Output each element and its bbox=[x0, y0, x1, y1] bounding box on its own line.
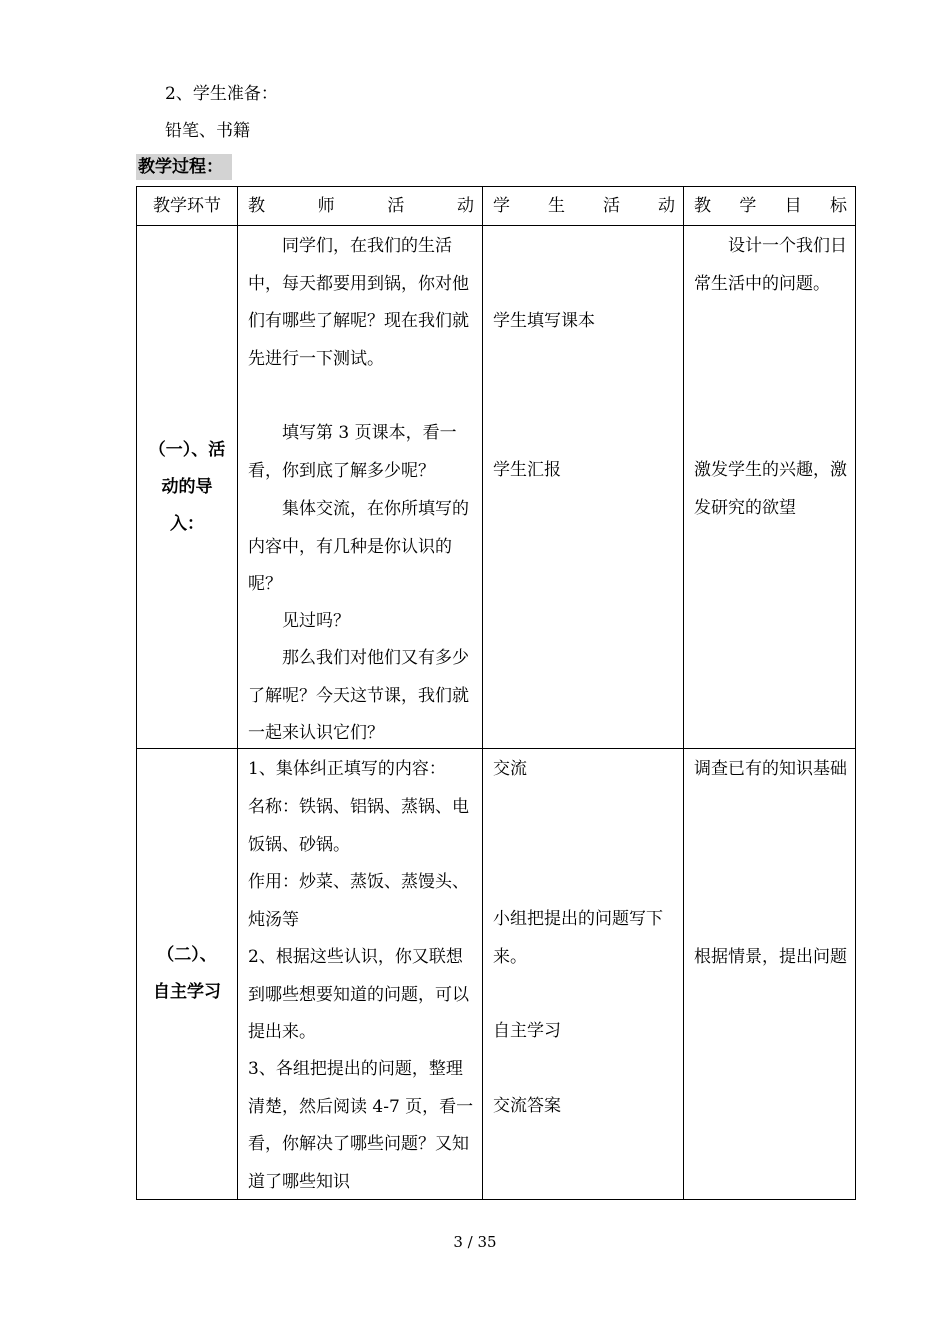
page-number: 3 / 35 bbox=[453, 1233, 497, 1251]
stage-cell: （一）、活 动的导 入： bbox=[137, 226, 238, 749]
table-row bbox=[137, 749, 856, 1200]
table-header-row bbox=[137, 187, 856, 226]
prep-label: 2、学生准备： bbox=[165, 84, 278, 104]
prep-items: 铅笔、书籍 bbox=[165, 121, 250, 141]
header-stage: 教学环节 bbox=[137, 187, 238, 226]
teacher-activity-cell: 1、集体纠正填写的内容： 名称：铁锅、铝锅、蒸锅、电饭锅、砂锅。 作用：炒菜、蒸饭、蒸馒头、炖汤等 2、根据这些认识，你又联想到哪些想要知道的问题，可以提出来。 3、各组把提出的问题，整理清楚，然后阅读 4-7 页，看一看，你解决了哪些问题？又知道了哪些知识 bbox=[238, 749, 483, 1200]
student-activity-cell: 学生填写课本 学生汇报 bbox=[483, 226, 684, 749]
process-heading: 教学过程： bbox=[136, 154, 232, 180]
teacher-activity-cell: 同学们，在我们的生活中，每天都要用到锅，你对他们有哪些了解呢？现在我们就先进行一下测试。 填写第 3 页课本，看一看，你到底了解多少呢？ 集体交流，在你所填写的内容中，有几种是你认识的呢？ 见过吗？ 那么我们对他们又有多少了解呢？今天这节课，我们就一起来认识它们？ bbox=[238, 226, 483, 749]
table-row bbox=[137, 226, 856, 749]
student-activity-cell: 交流 小组把提出的问题写下来。 自主学习 交流答案 bbox=[483, 749, 684, 1200]
lesson-plan-table bbox=[136, 186, 856, 1200]
stage-cell: （二）、 自主学习 bbox=[137, 749, 238, 1200]
teaching-goal-cell: 设计一个我们日常生活中的问题。 激发学生的兴趣，激发研究的欲望 bbox=[684, 226, 856, 749]
header-teacher-activity: 教 师 活 动 bbox=[238, 187, 483, 226]
header-student-activity: 学 生 活 动 bbox=[483, 187, 684, 226]
teaching-goal-cell: 调查已有的知识基础 根据情景，提出问题 bbox=[684, 749, 856, 1200]
header-teaching-goal: 教 学 目 标 bbox=[684, 187, 856, 226]
